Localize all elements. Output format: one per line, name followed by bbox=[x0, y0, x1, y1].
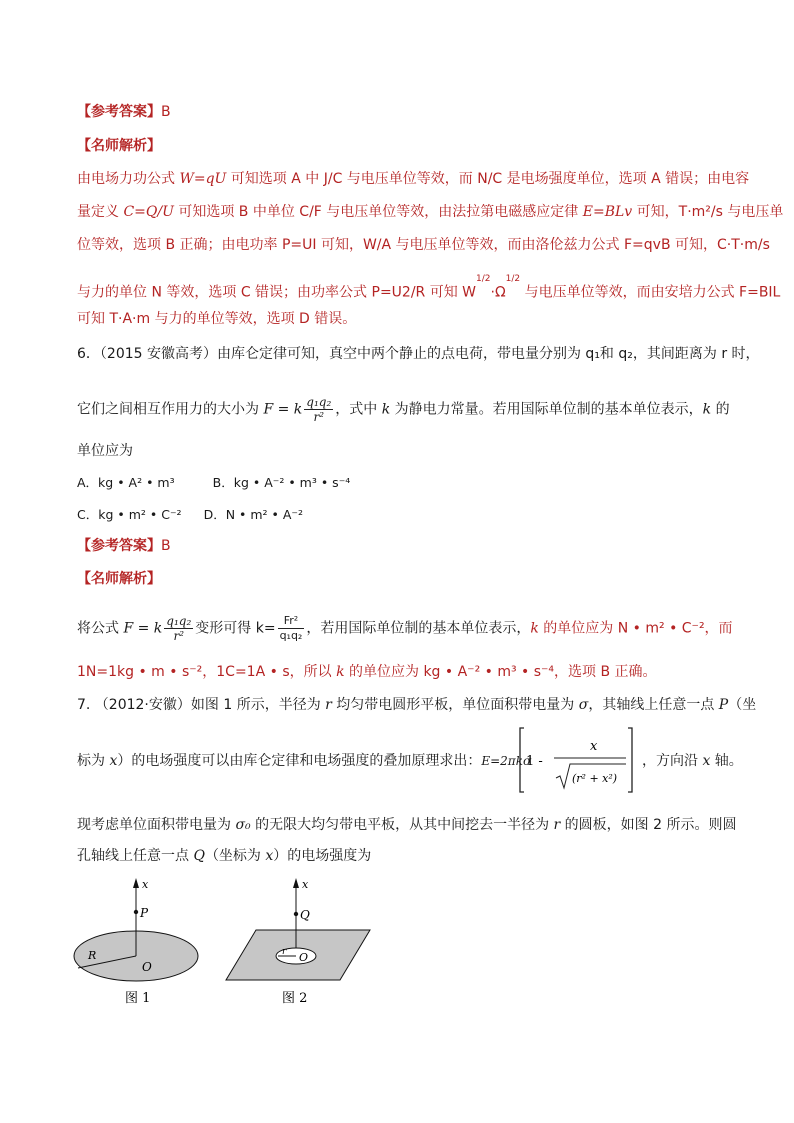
q6-options-cd bbox=[77, 505, 303, 525]
svg-text:r: r bbox=[282, 947, 287, 957]
q7-line2: 标为 x）的电场强度可以由库仑定律和电场强度的叠加原理求出：E=2πkσ bbox=[77, 753, 532, 769]
answer-line-1 bbox=[77, 102, 171, 122]
q7-line1: 7. （2012·安徽）如图 1 所示，半径为 r 均匀带电圆形平板，单位面积带电量为 σ，其轴线上任意一点 P（坐 bbox=[77, 697, 757, 713]
option-d: D．N • m² • A⁻² bbox=[203, 507, 304, 522]
analysis1-line2: 量定义 C=Q/U 可知选项 B 中单位 C/F 与电压单位等效，由法拉第电磁感应定律 E=BLv 可知，T·m²/s 与电压单 bbox=[77, 204, 784, 220]
analysis-label-line-1 bbox=[77, 136, 161, 156]
svg-text:x: x bbox=[590, 739, 598, 754]
svg-text:(r² + x²): (r² + x²) bbox=[572, 772, 618, 785]
svg-text:P: P bbox=[140, 906, 149, 920]
q6-line1: 6．（2015 安徽高考）由库仑定律可知，真空中两个静止的点电荷，带电量分别为 q₁和 q₂，其间距离为 r 时， bbox=[77, 346, 760, 362]
figure-1-charged-disk bbox=[70, 872, 220, 1007]
coulomb-formula-lhs: F = k bbox=[263, 401, 303, 418]
q6-line2: 它们之间相互作用力的大小为 F = k $\frac{\text{q₁q₂}}{\text{r²}}$ ，式中 k 为静电力常量。若用国际单位制的基本单位表示，k 的 bbox=[77, 395, 730, 424]
svg-text:1 -: 1 - bbox=[526, 754, 543, 769]
answer-line-2 bbox=[77, 536, 171, 556]
q7-line3: 现考虑单位面积带电量为 σ₀ 的无限大均匀带电平板，从其中间挖去一半径为 r 的圆板，如图 2 所示。则圆 bbox=[77, 817, 737, 833]
answer-value-2: B bbox=[161, 538, 171, 554]
q7-line2-tail: ，方向沿 x 轴。 bbox=[642, 753, 743, 769]
analysis-label: 【名师解析】 bbox=[77, 138, 161, 154]
analysis1-line1: 由电场力功公式 W=qU 可知选项 A 中 J/C 与电压单位等效，而 N/C 是电场强度单位，选项 A 错误；由电容 bbox=[77, 171, 750, 187]
q6-options-ab bbox=[77, 473, 350, 493]
answer-label: 【参考答案】 bbox=[77, 104, 161, 120]
analysis2-line2: 1N=1kg • m • s⁻²，1C=1A • s，所以 k 的单位应为 kg • A⁻² • m³ • s⁻⁴，选项 B 正确。 bbox=[77, 664, 657, 680]
analysis-label-2: 【名师解析】 bbox=[77, 571, 161, 587]
analysis1-line5: 可知 T·A·m 与力的单位等效，选项 D 错误。 bbox=[77, 311, 357, 327]
figure-1-caption: 图 1 bbox=[125, 991, 151, 1006]
q6-line3: 单位应为 bbox=[77, 443, 133, 459]
svg-text:R: R bbox=[88, 949, 97, 962]
q7-line4: 孔轴线上任意一点 Q（坐标为 x）的电场强度为 bbox=[77, 848, 372, 864]
svg-text:Q: Q bbox=[300, 908, 310, 922]
option-a: A．kg • A² • m³ bbox=[77, 475, 175, 490]
analysis1-line4: 与力的单位 N 等效，选项 C 错误；由功率公式 P=U2/R 可知 $W^{1/2}\cdot\Omega^{1/2}$ 与电压单位等效，而由安培力公式 F=BIL bbox=[77, 274, 781, 301]
option-b: B．kg • A⁻² • m³ • s⁻⁴ bbox=[212, 475, 351, 490]
figure-2-plate-with-hole bbox=[222, 872, 382, 1007]
analysis1-line3: 位等效，选项 B 正确；由电功率 P=UI 可知，W/A 与电压单位等效，而由洛伦兹力公式 F=qvB 可知，C·T·m/s bbox=[77, 237, 770, 253]
analysis-label-line-2 bbox=[77, 569, 161, 589]
svg-text:x: x bbox=[302, 878, 309, 891]
figure-2-caption: 图 2 bbox=[282, 991, 308, 1006]
svg-text:O: O bbox=[299, 951, 309, 964]
analysis2-line1: 将公式 F = k $\frac{\text{q₁q₂}}{\text{r²}}$ 变形可得 k= $\frac{\text{Fr²}}{\text{q₁q₂}}$ ，若用国际单位制的基本单位表示，k 的单位应为 N • m² • C⁻²，而 bbox=[77, 614, 733, 643]
option-c: C．kg • m² • C⁻² bbox=[77, 507, 182, 522]
answer-value: B bbox=[161, 104, 171, 120]
answer-label-2: 【参考答案】 bbox=[77, 538, 161, 554]
coulomb-formula-fraction: $\frac{\text{q₁q₂}}{\text{r²}}$ bbox=[306, 395, 332, 424]
field-formula-bracket bbox=[518, 726, 638, 796]
svg-text:O: O bbox=[142, 960, 152, 974]
svg-text:x: x bbox=[142, 878, 149, 891]
